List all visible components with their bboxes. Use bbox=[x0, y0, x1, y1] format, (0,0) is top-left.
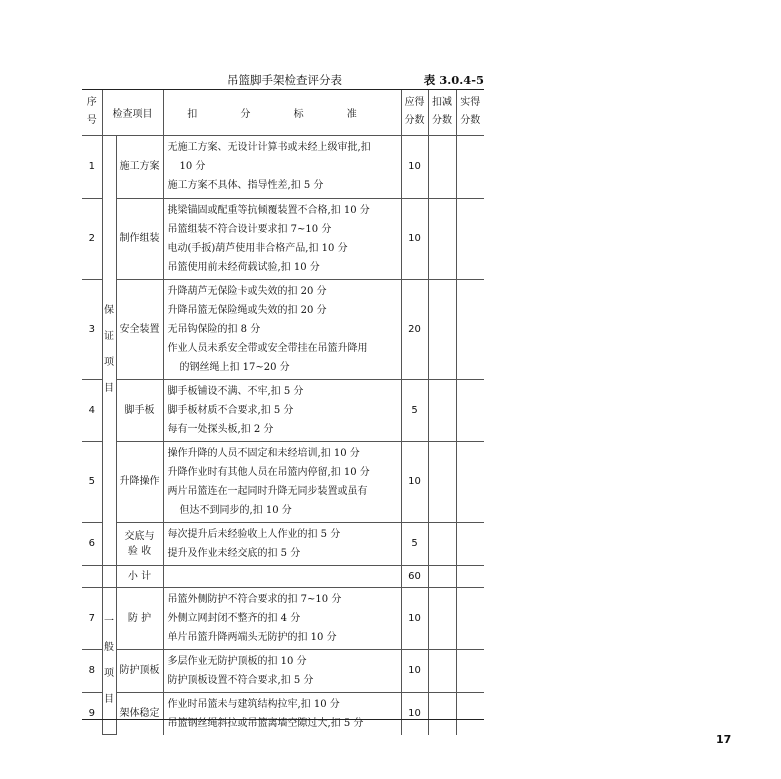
header-seq: 序 号 bbox=[82, 90, 102, 135]
row-actual-score bbox=[456, 135, 484, 198]
subtotal-row bbox=[82, 565, 484, 587]
header-standard: 扣 分 标 准 bbox=[163, 90, 401, 135]
row-item: 安全装置 bbox=[116, 279, 163, 379]
row-due-score: 10 bbox=[401, 692, 428, 735]
row-seq: 7 bbox=[82, 587, 102, 649]
row-item: 升降操作 bbox=[116, 441, 163, 522]
row-seq: 1 bbox=[82, 135, 102, 198]
row-seq: 4 bbox=[82, 379, 102, 441]
row-seq: 2 bbox=[82, 198, 102, 279]
row-due-score: 5 bbox=[401, 379, 428, 441]
row-seq: 3 bbox=[82, 279, 102, 379]
row-deduct-score bbox=[428, 379, 456, 441]
row-item: 防护顶板 bbox=[116, 649, 163, 692]
header-actual: 实得 分数 bbox=[456, 90, 484, 135]
row-deduct-score bbox=[428, 649, 456, 692]
row-deduct-score bbox=[428, 522, 456, 565]
row-seq: 5 bbox=[82, 441, 102, 522]
category-general: 一 般 项 目 bbox=[102, 587, 116, 735]
row-standard: 作业时吊篮未与建筑结构拉牢,扣 10 分 吊篮钢丝绳斜拉或吊篮离墙空隙过大,扣 5 分 bbox=[163, 692, 401, 735]
header-due: 应得 分数 bbox=[401, 90, 428, 135]
row-due-score: 5 bbox=[401, 522, 428, 565]
row-actual-score bbox=[456, 649, 484, 692]
row-actual-score bbox=[456, 587, 484, 649]
header-row bbox=[82, 90, 484, 135]
row-standard: 操作升降的人员不固定和未经培训,扣 10 分 升降作业时有其他人员在吊篮内停留,扣 10 分 两片吊篮连在一起同时升降无同步装置或虽有 但达不到同步的,扣 10 分 bbox=[163, 441, 401, 522]
bottom-rule bbox=[82, 719, 484, 720]
row-actual-score bbox=[456, 522, 484, 565]
table-row bbox=[82, 649, 484, 692]
row-standard: 升降葫芦无保险卡或失效的扣 20 分 升降吊篮无保险绳或失效的扣 20 分 无吊钩保险的扣 8 分 作业人员未系安全带或安全带挂在吊篮升降用 的钢丝绳上扣 17~20 分 bbox=[163, 279, 401, 379]
table-row bbox=[82, 198, 484, 279]
table-title: 吊篮脚手架检查评分表 bbox=[227, 73, 342, 87]
row-item: 施工方案 bbox=[116, 135, 163, 198]
row-deduct-score bbox=[428, 692, 456, 735]
row-item: 交底与 验 收 bbox=[116, 522, 163, 565]
row-standard: 无施工方案、无设计计算书或未经上级审批,扣 10 分 施工方案不具体、指导性差,扣 5 分 bbox=[163, 135, 401, 198]
score-table bbox=[82, 90, 484, 735]
row-actual-score bbox=[456, 279, 484, 379]
row-due-score: 10 bbox=[401, 587, 428, 649]
table-row bbox=[82, 379, 484, 441]
subtotal-label: 小 计 bbox=[116, 565, 163, 587]
row-item: 架体稳定 bbox=[116, 692, 163, 735]
row-seq: 8 bbox=[82, 649, 102, 692]
category-guarantee: 保 证 项 目 bbox=[102, 135, 116, 565]
row-item: 防 护 bbox=[116, 587, 163, 649]
page-number: 17 bbox=[716, 733, 732, 746]
row-actual-score bbox=[456, 198, 484, 279]
row-item: 脚手板 bbox=[116, 379, 163, 441]
row-deduct-score bbox=[428, 587, 456, 649]
table-row bbox=[82, 692, 484, 735]
table-caption bbox=[82, 72, 484, 88]
row-deduct-score bbox=[428, 135, 456, 198]
row-item: 制作组装 bbox=[116, 198, 163, 279]
row-due-score: 10 bbox=[401, 198, 428, 279]
table-row bbox=[82, 279, 484, 379]
row-deduct-score bbox=[428, 279, 456, 379]
row-standard: 挑梁锚固或配重等抗倾覆装置不合格,扣 10 分 吊篮组装不符合设计要求扣 7~10 分 电动(手扳)葫芦使用非合格产品,扣 10 分 吊篮使用前未经荷载试验,扣 10 分 bbox=[163, 198, 401, 279]
table-row bbox=[82, 135, 484, 198]
table-row bbox=[82, 587, 484, 649]
table-row bbox=[82, 441, 484, 522]
row-deduct-score bbox=[428, 441, 456, 522]
row-actual-score bbox=[456, 441, 484, 522]
table-number: 表 3.0.4-5 bbox=[423, 73, 484, 87]
row-actual-score bbox=[456, 379, 484, 441]
row-seq: 6 bbox=[82, 522, 102, 565]
row-due-score: 10 bbox=[401, 135, 428, 198]
header-deduct: 扣减 分数 bbox=[428, 90, 456, 135]
row-due-score: 10 bbox=[401, 441, 428, 522]
header-item: 检查项目 bbox=[102, 90, 163, 135]
row-standard: 脚手板铺设不满、不牢,扣 5 分 脚手板材质不合要求,扣 5 分 每有一处探头板,扣 2 分 bbox=[163, 379, 401, 441]
row-standard: 多层作业无防护顶板的扣 10 分 防护顶板设置不符合要求,扣 5 分 bbox=[163, 649, 401, 692]
subtotal-score: 60 bbox=[401, 565, 428, 587]
row-seq: 9 bbox=[82, 692, 102, 735]
row-standard: 每次提升后未经验收上人作业的扣 5 分 提升及作业未经交底的扣 5 分 bbox=[163, 522, 401, 565]
row-due-score: 10 bbox=[401, 649, 428, 692]
row-standard: 吊篮外侧防护不符合要求的扣 7~10 分 外侧立网封闭不整齐的扣 4 分 单片吊篮升降两端头无防护的扣 10 分 bbox=[163, 587, 401, 649]
row-deduct-score bbox=[428, 198, 456, 279]
table-row bbox=[82, 522, 484, 565]
row-actual-score bbox=[456, 692, 484, 735]
row-due-score: 20 bbox=[401, 279, 428, 379]
